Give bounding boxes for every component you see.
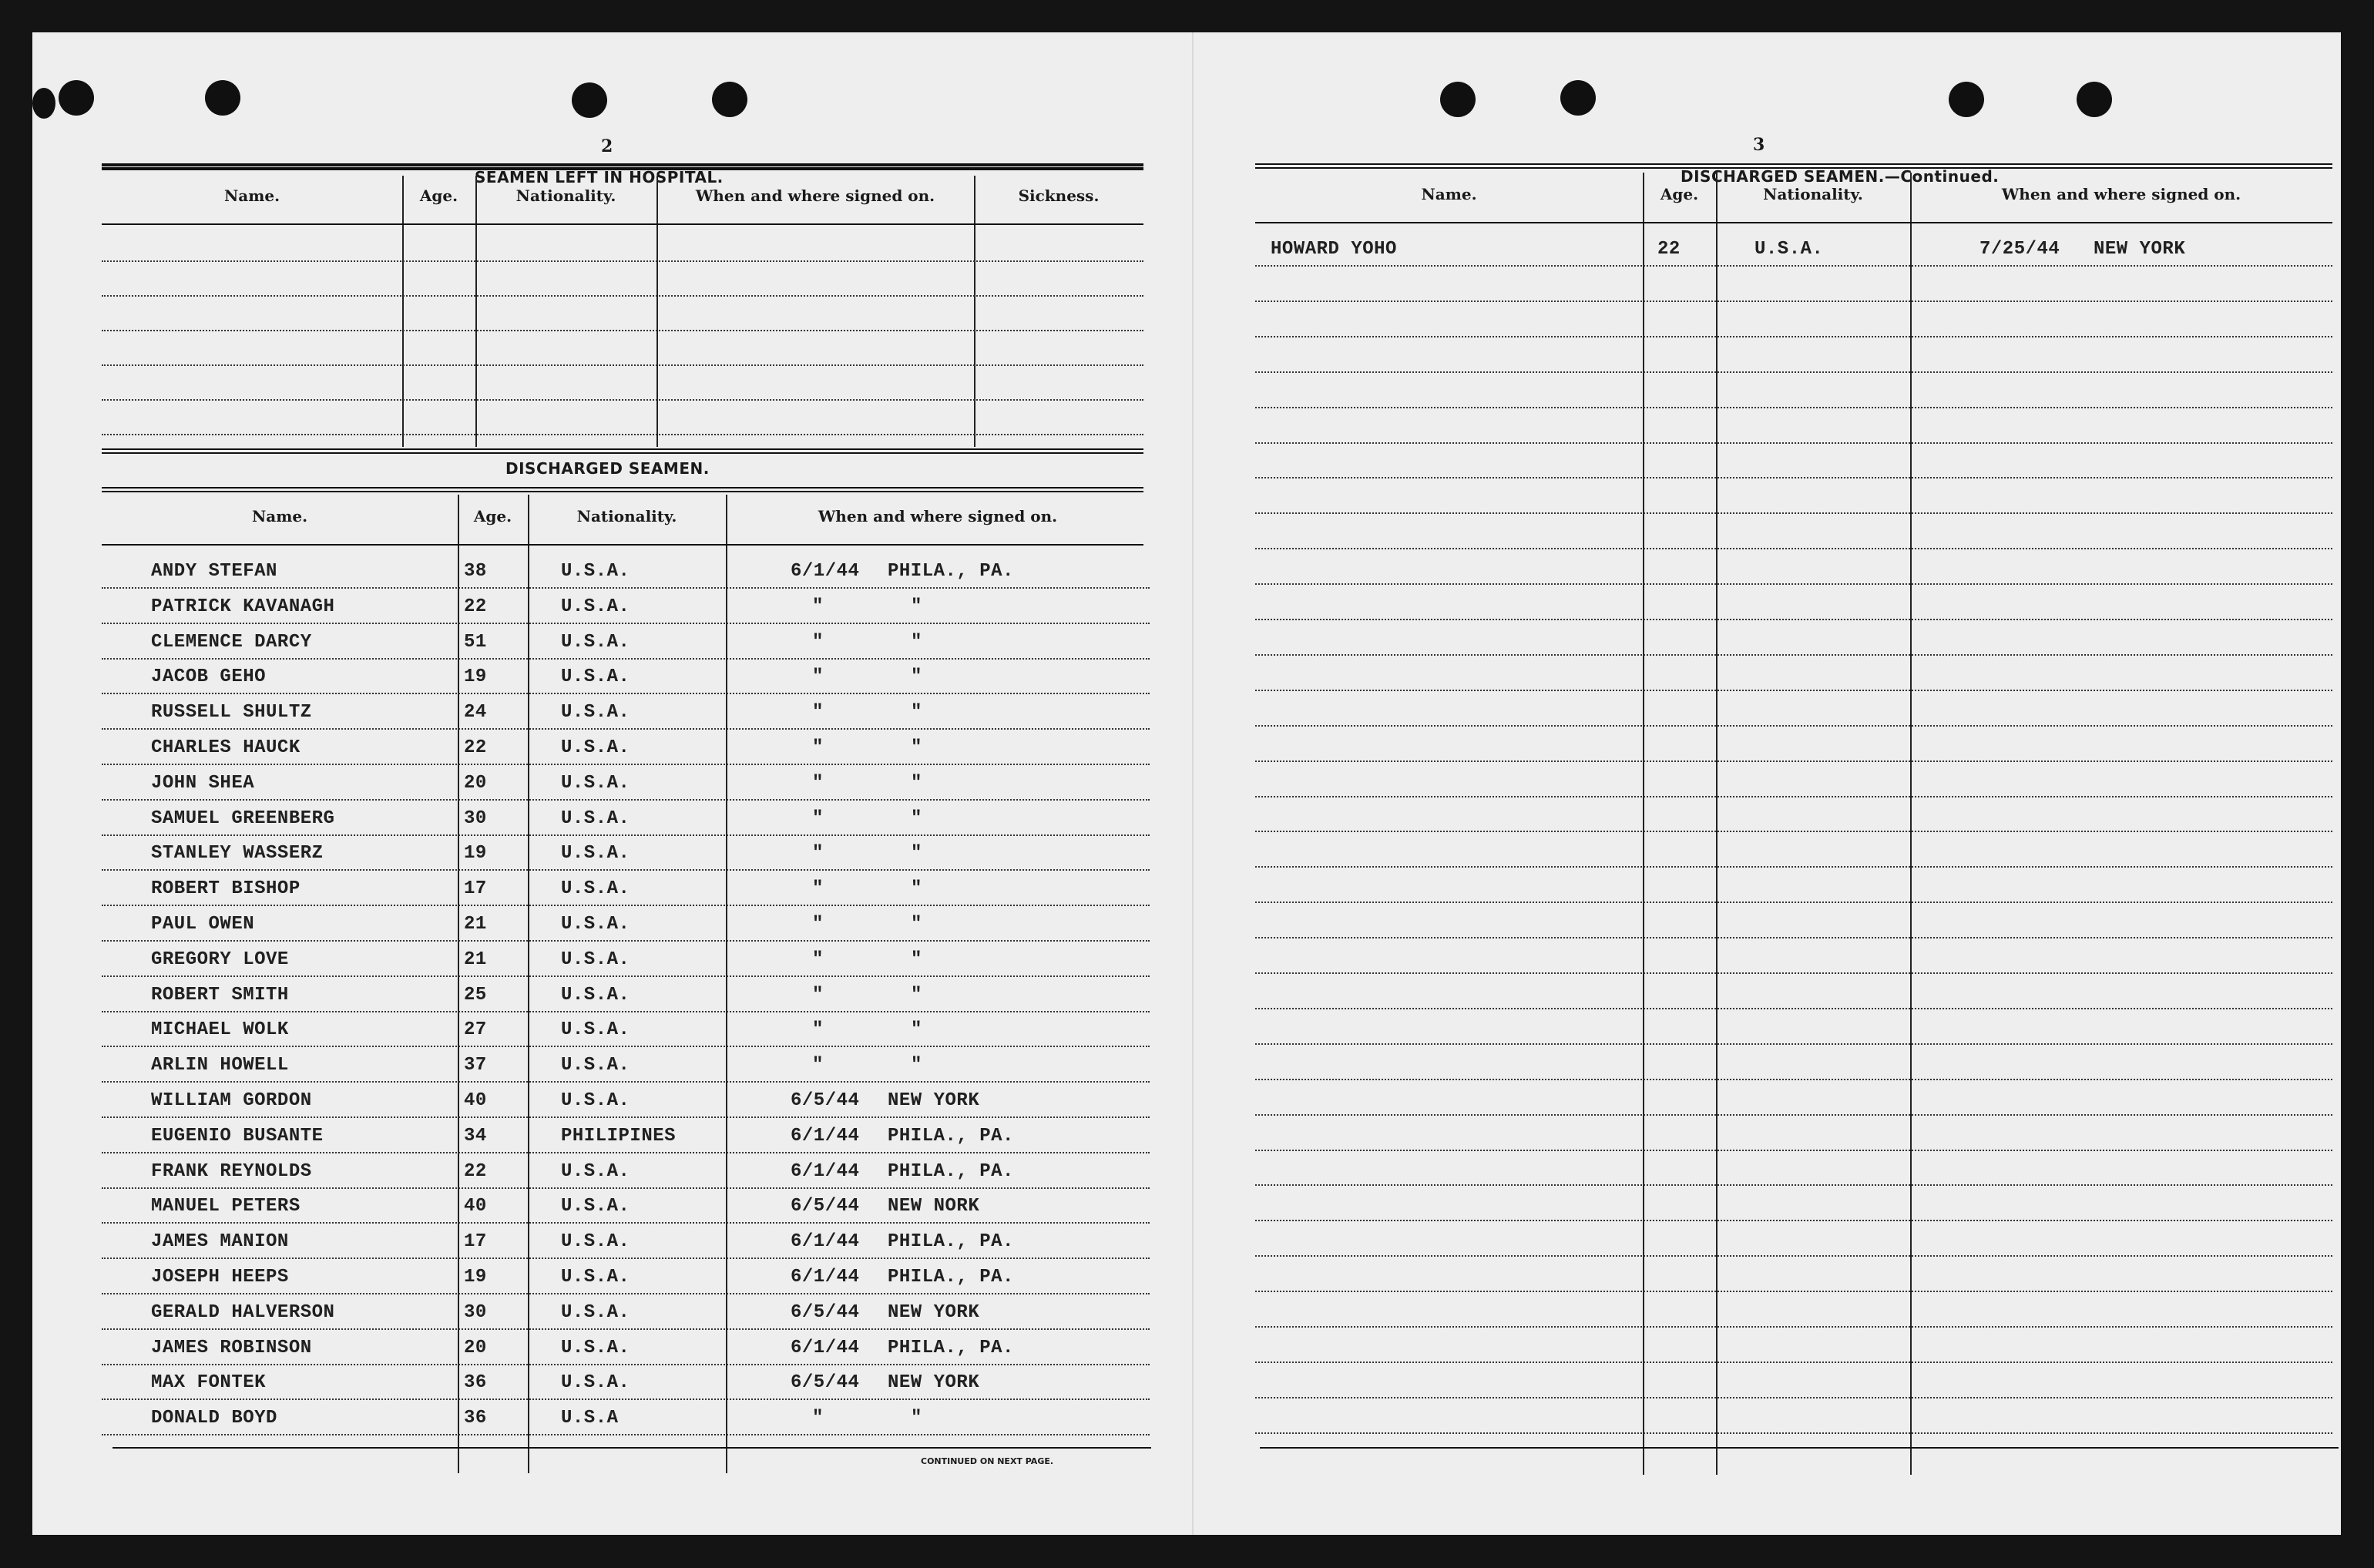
punch-hole — [712, 82, 747, 117]
punch-hole — [205, 80, 240, 116]
signed-on-date: " — [812, 631, 824, 653]
hospital-col-header: Name. — [223, 186, 280, 205]
seaman-age: 34 — [464, 1125, 487, 1147]
seaman-name: MAX FONTEK — [151, 1372, 267, 1394]
dotted-rule — [102, 1434, 1150, 1435]
discharged-col-header: Name. — [251, 507, 308, 525]
signed-on-place: PHILA., PA. — [888, 1267, 1014, 1288]
seaman-nationality: U.S.A. — [561, 878, 630, 900]
signed-on-place: " — [911, 984, 922, 1006]
signed-on-date: 6/5/44 — [791, 1196, 860, 1217]
signed-on-place: " — [911, 702, 922, 724]
seaman-age: 38 — [464, 561, 487, 582]
column-divider — [458, 495, 459, 1473]
dotted-rule — [1255, 866, 2332, 868]
seaman-name: PATRICK KAVANAGH — [151, 596, 335, 617]
seaman-age: 21 — [464, 914, 487, 935]
dotted-rule — [102, 834, 1150, 836]
seaman-name: JAMES ROBINSON — [151, 1337, 312, 1358]
seaman-age: 30 — [464, 808, 487, 829]
signed-on-place: " — [911, 914, 922, 935]
seaman-age: 22 — [464, 596, 487, 617]
document-sheet — [32, 32, 2341, 1535]
seaman-nationality: U.S.A. — [561, 737, 630, 758]
seaman-age: 36 — [464, 1372, 487, 1394]
signed-on-place: " — [911, 631, 922, 653]
page-number: 3 — [1753, 135, 1765, 155]
left-page — [32, 32, 1188, 1535]
dotted-rule — [102, 1116, 1150, 1118]
dotted-rule — [102, 1046, 1150, 1047]
discharged-continued-title: DISCHARGED SEAMEN.—Continued. — [1681, 167, 2000, 186]
signed-on-place: NEW YORK — [888, 1372, 980, 1394]
signed-on-date: " — [812, 737, 824, 758]
dotted-rule — [1255, 831, 2332, 832]
seaman-age: 36 — [464, 1408, 487, 1429]
column-divider — [726, 495, 727, 1473]
dotted-rule — [102, 1293, 1150, 1294]
seaman-age: 40 — [464, 1090, 487, 1111]
signed-on-date: " — [812, 878, 824, 900]
seaman-name: ROBERT BISHOP — [151, 878, 301, 900]
dotted-rule — [1255, 301, 2332, 302]
signed-on-date: 6/5/44 — [791, 1301, 860, 1323]
hospital-col-header: When and where signed on. — [695, 186, 935, 205]
dotted-rule — [1255, 1255, 2332, 1257]
seaman-name: ROBERT SMITH — [151, 984, 289, 1006]
seaman-nationality: U.S.A. — [561, 772, 630, 794]
seaman-nationality: U.S.A. — [561, 1267, 630, 1288]
dotted-rule — [1255, 1432, 2332, 1434]
seaman-age: 30 — [464, 1301, 487, 1323]
seaman-age: 27 — [464, 1019, 487, 1041]
dotted-rule — [1255, 336, 2332, 337]
dotted-rule — [1255, 548, 2332, 549]
dotted-rule — [102, 1328, 1150, 1330]
punch-hole — [1560, 80, 1596, 116]
signed-on-place: NEW YORK — [2094, 239, 2186, 260]
signed-on-place: PHILA., PA. — [888, 1337, 1014, 1358]
header-underline — [102, 544, 1143, 546]
seaman-name: JOSEPH HEEPS — [151, 1267, 289, 1288]
dotted-rule — [1255, 902, 2332, 903]
dotted-rule — [1255, 1291, 2332, 1292]
seaman-nationality: U.S.A. — [561, 596, 630, 617]
punch-hole — [2077, 82, 2112, 117]
signed-on-date: " — [812, 949, 824, 970]
signed-on-date: " — [812, 843, 824, 865]
seaman-nationality: U.S.A. — [561, 1090, 630, 1111]
seaman-name: STANLEY WASSERZ — [151, 843, 324, 865]
seaman-name: PAUL OWEN — [151, 914, 255, 935]
dotted-rule — [102, 764, 1150, 765]
dotted-rule — [1255, 1114, 2332, 1116]
seaman-name: GREGORY LOVE — [151, 949, 289, 970]
seaman-age: 19 — [464, 1267, 487, 1288]
seaman-name: CHARLES HAUCK — [151, 737, 301, 758]
header-underline — [102, 223, 1143, 225]
seaman-age: 20 — [464, 1337, 487, 1358]
signed-on-place: " — [911, 843, 922, 865]
signed-on-place: " — [911, 1019, 922, 1041]
column-divider — [402, 176, 404, 447]
discharged-col-header: When and where signed on. — [818, 507, 1058, 525]
signed-on-date: 6/1/44 — [791, 1267, 860, 1288]
hospital-top-rule — [102, 165, 1143, 170]
section-rule — [102, 487, 1143, 492]
col-header: Nationality. — [1763, 185, 1863, 203]
seaman-age: 24 — [464, 702, 487, 724]
seaman-nationality: U.S.A. — [561, 1019, 630, 1041]
signed-on-place: PHILA., PA. — [888, 1125, 1014, 1147]
seaman-name: EUGENIO BUSANTE — [151, 1125, 324, 1147]
dotted-rule — [102, 1152, 1150, 1153]
dotted-rule — [1255, 1184, 2332, 1186]
col-header: Name. — [1421, 185, 1477, 203]
seaman-age: 22 — [1657, 239, 1681, 260]
signed-on-place: " — [911, 666, 922, 688]
dotted-rule — [102, 975, 1150, 977]
discharged-col-header: Nationality. — [576, 507, 677, 525]
signed-on-date: 7/25/44 — [1979, 239, 2060, 260]
signed-on-place: " — [911, 878, 922, 900]
hospital-col-header: Age. — [419, 186, 458, 205]
column-divider — [528, 495, 529, 1473]
signed-on-place: NEW NORK — [888, 1196, 980, 1217]
dotted-rule — [102, 364, 1143, 366]
dotted-rule — [102, 940, 1150, 942]
signed-on-place: NEW YORK — [888, 1301, 980, 1323]
dotted-rule — [1255, 1220, 2332, 1221]
signed-on-date: 6/5/44 — [791, 1090, 860, 1111]
dotted-rule — [1255, 512, 2332, 514]
seaman-nationality: U.S.A. — [561, 949, 630, 970]
seaman-name: GERALD HALVERSON — [151, 1301, 335, 1323]
signed-on-date: " — [812, 1019, 824, 1041]
hospital-section-title: SEAMEN LEFT IN HOSPITAL. — [475, 168, 724, 186]
punch-hole — [572, 82, 607, 118]
dotted-rule — [1255, 407, 2332, 408]
signed-on-date: 6/1/44 — [791, 561, 860, 582]
dotted-rule — [102, 693, 1150, 694]
dotted-rule — [1255, 477, 2332, 478]
seaman-nationality: U.S.A. — [561, 984, 630, 1006]
dotted-rule — [1255, 972, 2332, 974]
dotted-rule — [102, 434, 1143, 435]
punch-hole — [59, 80, 94, 116]
signed-on-date: " — [812, 596, 824, 617]
punch-hole — [1440, 82, 1476, 117]
dotted-rule — [1255, 1008, 2332, 1009]
seaman-nationality: PHILIPINES — [561, 1125, 677, 1147]
seaman-nationality: U.S.A. — [1754, 239, 1824, 260]
signed-on-date: " — [812, 702, 824, 724]
dotted-rule — [1255, 371, 2332, 373]
seaman-age: 19 — [464, 843, 487, 865]
seaman-age: 22 — [464, 737, 487, 758]
seaman-name: ARLIN HOWELL — [151, 1055, 289, 1076]
dotted-rule — [1255, 654, 2332, 656]
signed-on-date: " — [812, 772, 824, 794]
dotted-rule — [102, 1081, 1150, 1083]
seaman-name: MICHAEL WOLK — [151, 1019, 289, 1041]
seaman-age: 37 — [464, 1055, 487, 1076]
seaman-name: WILLIAM GORDON — [151, 1090, 312, 1111]
seaman-nationality: U.S.A. — [561, 1372, 630, 1394]
seaman-name: RUSSELL SHULTZ — [151, 702, 312, 724]
seaman-age: 17 — [464, 1231, 487, 1253]
seaman-age: 20 — [464, 772, 487, 794]
signed-on-date: 6/1/44 — [791, 1125, 860, 1147]
seaman-name: SAMUEL GREENBERG — [151, 808, 335, 829]
dotted-rule — [1255, 796, 2332, 797]
dotted-rule — [1255, 937, 2332, 938]
seaman-name: ANDY STEFAN — [151, 561, 277, 582]
signed-on-place: " — [911, 772, 922, 794]
seaman-age: 19 — [464, 666, 487, 688]
seaman-age: 22 — [464, 1160, 487, 1182]
seaman-nationality: U.S.A. — [561, 666, 630, 688]
dotted-rule — [102, 623, 1150, 624]
signed-on-place: PHILA., PA. — [888, 561, 1014, 582]
dotted-rule — [1255, 1043, 2332, 1045]
signed-on-date: " — [812, 1055, 824, 1076]
dotted-rule — [1255, 1150, 2332, 1151]
dotted-rule — [1255, 1362, 2332, 1363]
top-rule — [1255, 163, 2332, 169]
discharged-col-header: Age. — [473, 507, 512, 525]
punch-hole — [1949, 82, 1984, 117]
seaman-nationality: U.S.A. — [561, 808, 630, 829]
signed-on-place: " — [911, 1055, 922, 1076]
dotted-rule — [102, 295, 1143, 297]
signed-on-date: " — [812, 808, 824, 829]
signed-on-date: " — [812, 1408, 824, 1429]
signed-on-place: PHILA., PA. — [888, 1160, 1014, 1182]
discharged-section-title: DISCHARGED SEAMEN. — [505, 459, 710, 478]
seaman-age: 17 — [464, 878, 487, 900]
seaman-nationality: U.S.A. — [561, 631, 630, 653]
continued-note: CONTINUED ON NEXT PAGE. — [921, 1456, 1054, 1466]
seaman-nationality: U.S.A. — [561, 843, 630, 865]
seaman-age: 21 — [464, 949, 487, 970]
seaman-nationality: U.S.A. — [561, 1160, 630, 1182]
dotted-rule — [102, 799, 1150, 801]
dotted-rule — [102, 1222, 1150, 1224]
column-divider — [656, 176, 658, 447]
page-number: 2 — [601, 136, 613, 156]
col-header: Age. — [1660, 185, 1699, 203]
column-divider — [1910, 173, 1912, 1475]
seaman-name: HOWARD YOHO — [1271, 239, 1397, 260]
signed-on-place: NEW YORK — [888, 1090, 980, 1111]
column-divider — [1716, 173, 1718, 1475]
dotted-rule — [102, 728, 1150, 730]
seaman-nationality: U.S.A. — [561, 1231, 630, 1253]
column-divider — [1643, 173, 1644, 1475]
bottom-rule — [112, 1447, 1151, 1449]
seaman-nationality: U.S.A. — [561, 561, 630, 582]
dotted-rule — [102, 1364, 1150, 1365]
right-page — [1192, 32, 2342, 1535]
dotted-rule — [102, 587, 1150, 589]
dotted-rule — [102, 330, 1143, 331]
dotted-rule — [102, 1398, 1150, 1400]
seaman-name: FRANK REYNOLDS — [151, 1160, 312, 1182]
dotted-rule — [102, 869, 1150, 871]
dotted-rule — [1255, 690, 2332, 691]
signed-on-date: 6/1/44 — [791, 1160, 860, 1182]
signed-on-date: " — [812, 984, 824, 1006]
dotted-rule — [102, 905, 1150, 906]
dotted-rule — [1255, 619, 2332, 620]
col-header: When and where signed on. — [2001, 185, 2241, 203]
dotted-rule — [1255, 265, 2332, 267]
signed-on-place: PHILA., PA. — [888, 1231, 1014, 1253]
signed-on-place: " — [911, 596, 922, 617]
signed-on-date: " — [812, 914, 824, 935]
seaman-age: 40 — [464, 1196, 487, 1217]
dotted-rule — [1255, 1326, 2332, 1328]
bottom-rule — [1260, 1447, 2339, 1449]
signed-on-date: 6/5/44 — [791, 1372, 860, 1394]
signed-on-place: " — [911, 949, 922, 970]
column-divider — [974, 176, 975, 447]
hospital-col-header: Nationality. — [515, 186, 616, 205]
dotted-rule — [102, 399, 1143, 401]
seaman-name: JAMES MANION — [151, 1231, 289, 1253]
seaman-name: CLEMENCE DARCY — [151, 631, 312, 653]
seaman-nationality: U.S.A. — [561, 1301, 630, 1323]
dotted-rule — [102, 1257, 1150, 1259]
seaman-name: JACOB GEHO — [151, 666, 267, 688]
dotted-rule — [102, 260, 1143, 262]
signed-on-date: " — [812, 666, 824, 688]
seaman-name: JOHN SHEA — [151, 772, 255, 794]
signed-on-place: " — [911, 1408, 922, 1429]
hospital-col-header: Sickness. — [1018, 186, 1100, 205]
seaman-nationality: U.S.A. — [561, 1337, 630, 1358]
seaman-name: DONALD BOYD — [151, 1408, 277, 1429]
seaman-name: MANUEL PETERS — [151, 1196, 301, 1217]
punch-hole — [32, 88, 55, 119]
dotted-rule — [102, 658, 1150, 660]
section-rule — [102, 448, 1143, 454]
dotted-rule — [1255, 1079, 2332, 1080]
seaman-nationality: U.S.A. — [561, 914, 630, 935]
seaman-nationality: U.S.A — [561, 1408, 619, 1429]
dotted-rule — [1255, 725, 2332, 727]
dotted-rule — [102, 1011, 1150, 1012]
column-divider — [475, 176, 477, 447]
dotted-rule — [1255, 1397, 2332, 1398]
dotted-rule — [102, 1187, 1150, 1189]
dotted-rule — [1255, 583, 2332, 585]
dotted-rule — [1255, 760, 2332, 762]
seaman-age: 25 — [464, 984, 487, 1006]
seaman-nationality: U.S.A. — [561, 1055, 630, 1076]
seaman-age: 51 — [464, 631, 487, 653]
seaman-nationality: U.S.A. — [561, 702, 630, 724]
signed-on-place: " — [911, 808, 922, 829]
signed-on-date: 6/1/44 — [791, 1337, 860, 1358]
dotted-rule — [1255, 442, 2332, 444]
seaman-nationality: U.S.A. — [561, 1196, 630, 1217]
signed-on-date: 6/1/44 — [791, 1231, 860, 1253]
signed-on-place: " — [911, 737, 922, 758]
header-underline — [1255, 222, 2332, 223]
